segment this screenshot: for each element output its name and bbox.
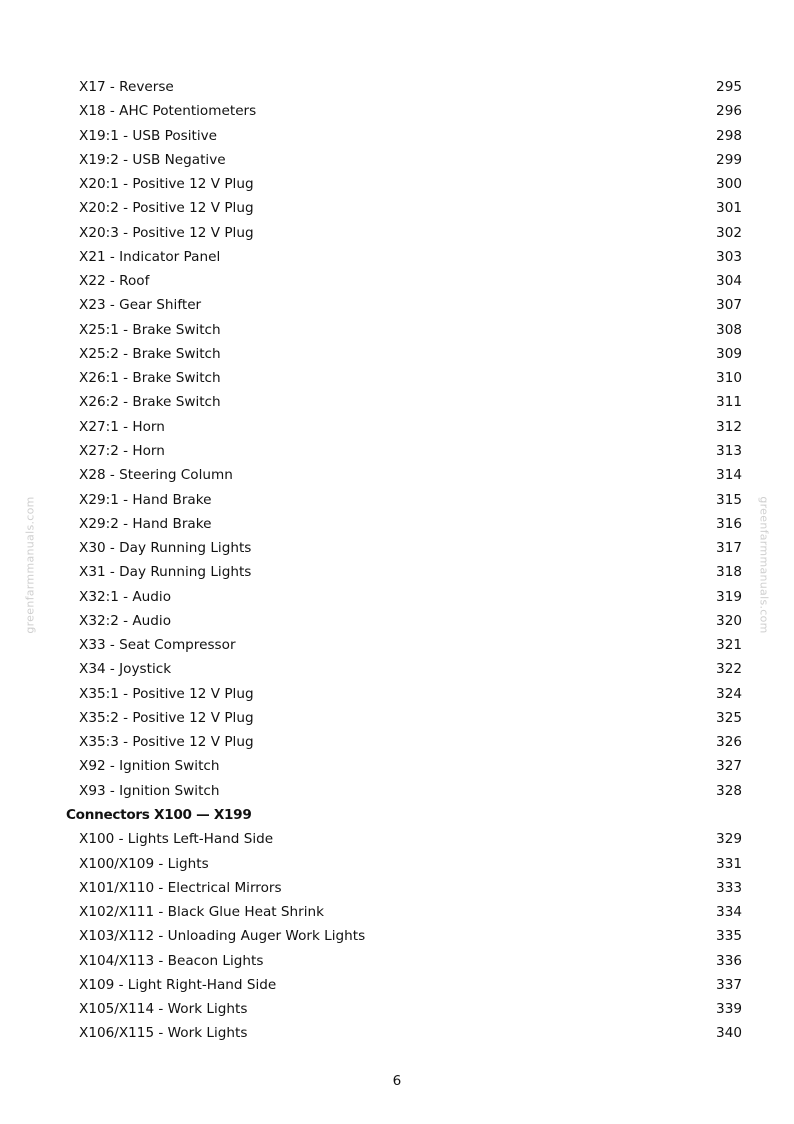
toc-entry[interactable]: [0, 997, 794, 1021]
toc-entry-title: X109 - Light Right-Hand Side: [79, 976, 277, 993]
toc-entry[interactable]: [0, 512, 794, 536]
toc-entry[interactable]: [0, 949, 794, 973]
toc-entry-title: X25:1 - Brake Switch: [79, 321, 221, 338]
toc-entry-page: 331: [716, 855, 742, 872]
toc-entry[interactable]: [0, 924, 794, 948]
toc-entry[interactable]: [0, 876, 794, 900]
toc-entry-page: 311: [716, 394, 742, 411]
toc-entry-title: X104/X113 - Beacon Lights: [79, 952, 264, 969]
toc-entry-page: 324: [716, 685, 742, 702]
toc-entry-page: 312: [716, 418, 742, 435]
toc-entry-title: X28 - Steering Column: [79, 467, 233, 484]
toc-entry-page: 322: [716, 661, 742, 678]
toc-entry-title: X32:2 - Audio: [79, 612, 172, 629]
toc-entry[interactable]: [0, 124, 794, 148]
toc-entry-page: 336: [716, 952, 742, 969]
toc-entry-title: X35:3 - Positive 12 V Plug: [79, 734, 254, 751]
toc-entry-page: 313: [716, 442, 742, 459]
toc-entry-page: 340: [716, 1025, 742, 1042]
toc-entry-title: X101/X110 - Electrical Mirrors: [79, 879, 282, 896]
toc-entry[interactable]: [0, 852, 794, 876]
toc-entry-title: X102/X111 - Black Glue Heat Shrink: [79, 904, 325, 921]
toc-entry[interactable]: [0, 706, 794, 730]
toc-entry-page: 335: [716, 928, 742, 945]
page-number: 6: [392, 1073, 402, 1089]
toc-entry[interactable]: [0, 633, 794, 657]
toc-entry-page: 314: [716, 467, 742, 484]
toc-entry[interactable]: [0, 148, 794, 172]
toc-entry-title: X22 - Roof: [79, 273, 150, 290]
toc-entry[interactable]: [0, 99, 794, 123]
toc-entry[interactable]: [0, 1021, 794, 1045]
toc-entry-page: 304: [716, 273, 742, 290]
toc-entry-title: X29:1 - Hand Brake: [79, 491, 212, 508]
toc-section-heading: [0, 803, 794, 827]
toc-entry[interactable]: [0, 827, 794, 851]
toc-entry-title: X26:2 - Brake Switch: [79, 394, 221, 411]
toc-entry-page: 307: [716, 297, 742, 314]
toc-entry-page: 333: [716, 879, 742, 896]
toc-entry[interactable]: [0, 609, 794, 633]
toc-entry-title: X30 - Day Running Lights: [79, 540, 252, 557]
toc-entry-page: 325: [716, 709, 742, 726]
toc-entry-title: X34 - Joystick: [79, 661, 172, 678]
toc-entry-title: X32:1 - Audio: [79, 588, 172, 605]
toc-entry[interactable]: [0, 973, 794, 997]
toc-entry[interactable]: [0, 900, 794, 924]
toc-entry-title: X31 - Day Running Lights: [79, 564, 252, 581]
toc-entry-title: X92 - Ignition Switch: [79, 758, 220, 775]
toc-entry-page: 300: [716, 176, 742, 193]
toc-entry-page: 334: [716, 904, 742, 921]
toc-entry-page: 318: [716, 564, 742, 581]
toc-entry[interactable]: [0, 245, 794, 269]
toc-entry[interactable]: [0, 463, 794, 487]
toc-entry[interactable]: [0, 390, 794, 414]
toc-entry[interactable]: [0, 536, 794, 560]
watermark-right: greenfarmmanuals.com: [757, 496, 771, 634]
toc-entry-page: 326: [716, 734, 742, 751]
toc-entry-page: 303: [716, 248, 742, 265]
toc-entry-title: X25:2 - Brake Switch: [79, 345, 221, 362]
toc-entry[interactable]: [0, 439, 794, 463]
toc-section-title: Connectors X100 — X199: [66, 806, 252, 823]
toc-entry[interactable]: [0, 75, 794, 99]
toc-entry[interactable]: [0, 730, 794, 754]
toc-entry-title: X27:1 - Horn: [79, 418, 165, 435]
toc-entry-page: 339: [716, 1001, 742, 1018]
toc-entry-title: X19:1 - USB Positive: [79, 127, 218, 144]
toc-entry-title: X35:2 - Positive 12 V Plug: [79, 709, 254, 726]
toc-entry-title: X17 - Reverse: [79, 79, 174, 95]
toc-entry-title: X103/X112 - Unloading Auger Work Lights: [79, 928, 366, 945]
toc-entry-page: 321: [716, 637, 742, 654]
toc-entry-page: 308: [716, 321, 742, 338]
toc-entry-title: X19:2 - USB Negative: [79, 151, 226, 168]
toc-entry[interactable]: [0, 585, 794, 609]
toc-entry-page: 317: [716, 540, 742, 557]
toc-entry[interactable]: [0, 269, 794, 293]
toc-entry[interactable]: [0, 754, 794, 778]
toc-entry-title: X18 - AHC Potentiometers: [79, 103, 257, 120]
toc-entry-page: 295: [716, 79, 742, 95]
toc-entry[interactable]: [0, 682, 794, 706]
toc-entry-page: 319: [716, 588, 742, 605]
toc-entry[interactable]: [0, 318, 794, 342]
toc-entry[interactable]: [0, 657, 794, 681]
toc-entry-title: X33 - Seat Compressor: [79, 637, 236, 654]
toc-entry-page: 299: [716, 151, 742, 168]
toc-entry-page: 309: [716, 345, 742, 362]
toc-entry-title: X21 - Indicator Panel: [79, 248, 221, 265]
toc-entry-title: X93 - Ignition Switch: [79, 782, 220, 799]
toc-entry-page: 296: [716, 103, 742, 120]
toc-entry-title: X23 - Gear Shifter: [79, 297, 202, 314]
toc-entry-title: X20:1 - Positive 12 V Plug: [79, 176, 254, 193]
toc-entry-title: X20:2 - Positive 12 V Plug: [79, 200, 254, 217]
toc-entry-title: X106/X115 - Work Lights: [79, 1025, 248, 1042]
toc-entry-title: X20:3 - Positive 12 V Plug: [79, 224, 254, 241]
toc-entry-title: X26:1 - Brake Switch: [79, 370, 221, 387]
toc-entry-page: 329: [716, 831, 742, 848]
toc-entry-title: X35:1 - Positive 12 V Plug: [79, 685, 254, 702]
toc-entry-page: 337: [716, 976, 742, 993]
toc-entry-page: 320: [716, 612, 742, 629]
toc-entry-page: 302: [716, 224, 742, 241]
toc-entry[interactable]: [0, 172, 794, 196]
toc-entry[interactable]: [0, 342, 794, 366]
toc-entry-title: X100 - Lights Left-Hand Side: [79, 831, 274, 848]
toc-entry-page: 316: [716, 515, 742, 532]
toc-entry-title: X27:2 - Horn: [79, 442, 165, 459]
toc-entry-title: X105/X114 - Work Lights: [79, 1001, 248, 1018]
toc-entry-page: 328: [716, 782, 742, 799]
toc-entry[interactable]: [0, 196, 794, 220]
toc-entry[interactable]: [0, 415, 794, 439]
toc-entry[interactable]: [0, 560, 794, 584]
toc-entry-title: X100/X109 - Lights: [79, 855, 209, 872]
toc-entry[interactable]: [0, 488, 794, 512]
toc-entry-page: 301: [716, 200, 742, 217]
toc-entry-page: 315: [716, 491, 742, 508]
toc-entry[interactable]: [0, 221, 794, 245]
watermark-left: greenfarmmanuals.com: [23, 496, 37, 634]
toc-entry-page: 310: [716, 370, 742, 387]
toc-entry[interactable]: [0, 293, 794, 317]
toc-entry[interactable]: [0, 779, 794, 803]
toc-entry-title: X29:2 - Hand Brake: [79, 515, 212, 532]
toc-entry-page: 298: [716, 127, 742, 144]
table-of-contents: [0, 75, 794, 1046]
toc-entry-page: 327: [716, 758, 742, 775]
toc-entry[interactable]: [0, 366, 794, 390]
